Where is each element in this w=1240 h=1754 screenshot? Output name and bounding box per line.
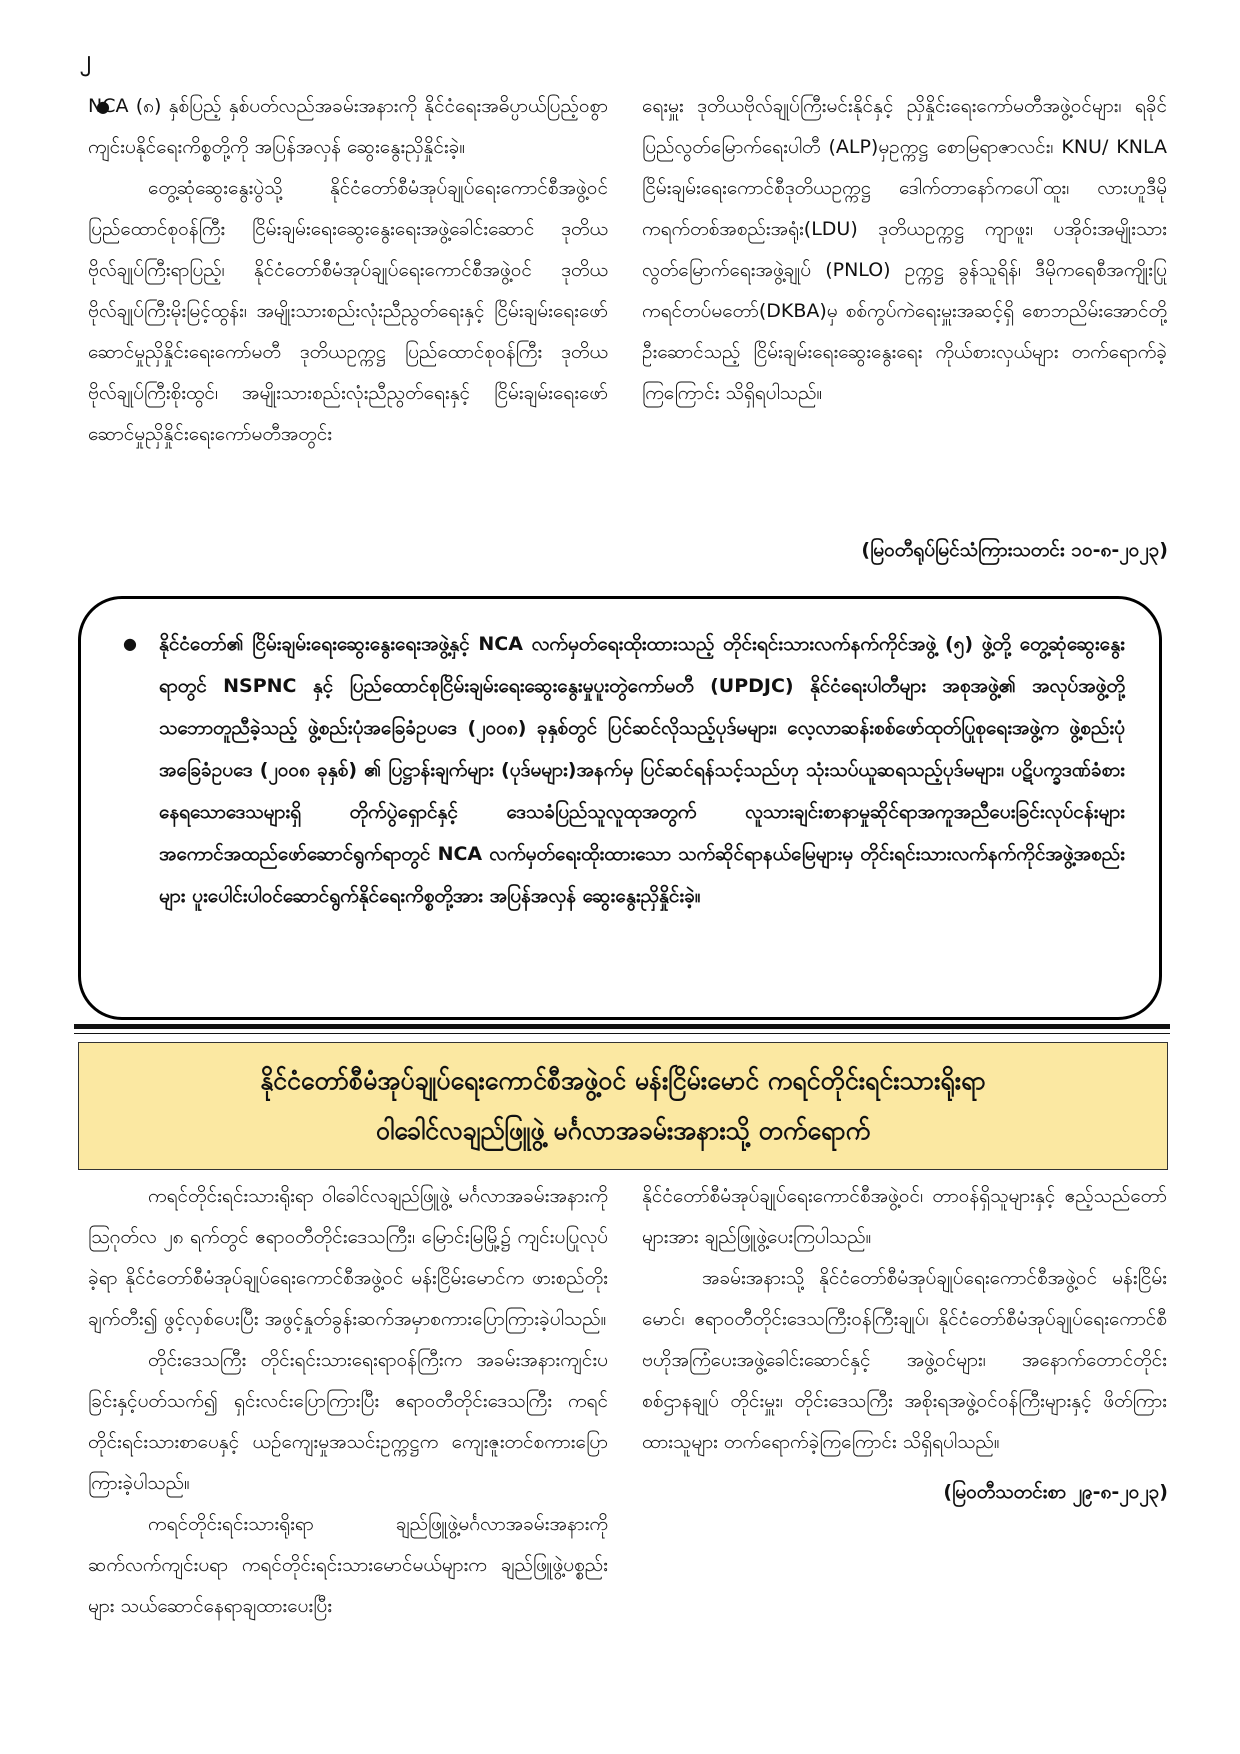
section-divider [74, 1024, 1170, 1029]
top-left-column [88, 86, 608, 586]
highlight-bullet: ● နိုင်ငံတော်၏ ငြိမ်းချမ်းရေးဆွေးနွေးရေးအဖွဲ့နှင့် NCA လက်မှတ်ရေးထိုးထားသည့် တိုင်းရင်းသားလက်နက်ကိုင်အဖွဲ့ (၅) ဖွဲ့တို့ တွေ့ဆုံဆွေးနွေးရာတွင် NSPNC နှင့် ပြည်ထောင်စုငြိမ်းချမ်းရေးဆွေးနွေးမှုပူးတွဲကော်မတီ (UPDJC) နိုင်ငံရေးပါတီများ အစုအဖွဲ့၏ အလုပ်အဖွဲ့တို့ သဘောတူညီခဲ့သည့် ဖွဲ့စည်းပုံအခြေခံဥပဒေ (၂၀၀၈) ခုနှစ်တွင် ပြင်ဆင်လိုသည့်ပုဒ်မများ၊ လေ့လာဆန်းစစ်ဖော်ထုတ်ပြုစုရေးအဖွဲ့က ဖွဲ့စည်းပုံအခြေခံဥပဒေ (၂၀၀၈ ခုနှစ်) ၏ ပြဋ္ဌာန်းချက်များ (ပုဒ်မများ)အနက်မှ ပြင်ဆင်ရန်သင့်သည်ဟု သုံးသပ်ယူဆရသည့်ပုဒ်မများ၊ ပဋိပက္ခဒဏ်ခံစားနေရသောဒေသများရှိ တိုက်ပွဲရှောင်နှင့် ဒေသခံပြည်သူလူထုအတွက် လူသားချင်းစာနာမှုဆိုင်ရာအကူအညီပေးခြင်းလုပ်ငန်းများ အကောင်အထည်ဖော်ဆောင်ရွက်ရာတွင် NCA လက်မှတ်ရေးထိုးထားသော သက်ဆိုင်ရာနယ်မြေများမှ တိုင်းရင်းသားလက်နက်ကိုင်အဖွဲ့အစည်းများ ပူးပေါင်းပါဝင်ဆောင်ရွက်နိုင်ရေးကိစ္စတို့အား အပြန်အလှန် ဆွေးနွေးညှိနှိုင်းခဲ့။ [115, 623, 1125, 917]
bottom-source-citation: (မြဝတီသတင်းစာ ၂၉-၈-၂၀၂၃) [943, 1481, 1168, 1503]
top-left-bullet: ● NCA (၈) နှစ်ပြည့် နှစ်ပတ်လည်အခမ်းအနားကို နိုင်ငံရေးအဓိပ္ပာယ်ပြည့်ဝစွာ ကျင်းပနိုင်ရေးကိစ္စတို့ကို အပြန်အလှန် ဆွေးနွေးညှိနှိုင်းခဲ့။ [88, 86, 608, 168]
bottom-left-column [88, 1176, 608, 1736]
bottom-right-paragraph-2: အခမ်းအနားသို့ နိုင်ငံတော်စီမံအုပ်ချုပ်ရေးကောင်စီအဖွဲ့ဝင် မန်းငြိမ်းမောင်၊ ဧရာဝတီတိုင်းဒေသကြီးဝန်ကြီးချုပ်၊ နိုင်ငံတော်စီမံအုပ်ချုပ်ရေးကောင်စီ ဗဟိုအကြံပေးအဖွဲ့ခေါင်းဆောင်နှင့် အဖွဲ့ဝင်များ၊ အနောက်တောင်တိုင်းစစ်ဌာနချုပ် တိုင်းမှူး၊ တိုင်းဒေသကြီး အစိုးရအဖွဲ့ဝင်ဝန်ကြီးများနှင့် ဖိတ်ကြားထားသူများ တက်ရောက်ခဲ့ကြကြောင်း သိရှိရပါသည်။ [642, 1267, 1167, 1453]
highlight-box [78, 596, 1162, 1020]
headline-line-2: ဝါခေါင်လချည်ဖြူဖွဲ့ မင်္ဂလာအခမ်းအနားသို့ တက်ရောက် [375, 1116, 871, 1145]
top-right-column [642, 86, 1167, 516]
section-divider-thin [74, 1033, 1170, 1034]
headline-box [78, 1042, 1168, 1170]
bottom-right-paragraph-1: နိုင်ငံတော်စီမံအုပ်ချုပ်ရေးကောင်စီအဖွဲ့ဝင်၊ တာဝန်ရှိသူများနှင့် ဧည့်သည်တော်များအား ချည်ဖြူဖွဲ့ပေးကြပါသည်။ [642, 1185, 1167, 1248]
page-number: ၂ [80, 47, 91, 72]
top-right-paragraph: ရေးမှူး ဒုတိယဗိုလ်ချုပ်ကြီးမင်းနိုင်နှင့် ညှိနှိုင်းရေးကော်မတီအဖွဲ့ဝင်များ၊ ရခိုင်ပြည်လွတ်မြောက်ရေးပါတီ (ALP)မှဥက္ကဋ္ဌ စောမြရာဇာလင်း၊ KNU/ KNLA ငြိမ်းချမ်းရေးကောင်စီဒုတိယဥက္ကဋ္ဌ ဒေါက်တာနော်ကပေါ်ထူး၊ လားဟူဒီမိုကရက်တစ်အစည်းအရုံး(LDU) ဒုတိယဥက္ကဋ္ဌ ကျာဖူး၊ ပအိုဝ်းအမျိုးသားလွတ်မြောက်ရေးအဖွဲ့ချုပ် (PNLO) ဥက္ကဋ္ဌ ခွန်သူရိန်၊ ဒီမိုကရေစီအကျိုးပြုကရင်တပ်မတော်(DKBA)မှ စစ်ကွပ်ကဲရေးမှူးအဆင့်ရှိ စောဘညိမ်းအောင်တို့ ဦးဆောင်သည့် ငြိမ်းချမ်းရေးဆွေးနွေးရေး ကိုယ်စားလှယ်များ တက်ရောက်ခဲ့ကြကြောင်း သိရှိရပါသည်။ [642, 95, 1167, 404]
bottom-left-paragraph-3: ကရင်တိုင်းရင်းသားရိုးရာ ချည်ဖြူဖွဲ့မင်္ဂလာအခမ်းအနားကို ဆက်လက်ကျင်းပရာ ကရင်တိုင်းရင်းသားမောင်မယ်များက ချည်ဖြူဖွဲ့ပစ္စည်းများ သယ်ဆောင်နေရာချထားပေးပြီး [88, 1513, 608, 1617]
headline-line-1: နိုင်ငံတော်စီမံအုပ်ချုပ်ရေးကောင်စီအဖွဲ့ဝင် မန်းငြိမ်းမောင် ကရင်တိုင်းရင်းသားရိုးရာ [260, 1066, 986, 1095]
bottom-left-paragraph-2: တိုင်းဒေသကြီး တိုင်းရင်းသားရေးရာဝန်ကြီးက အခမ်းအနားကျင်းပခြင်းနှင့်ပတ်သက်၍ ရှင်းလင်းပြောကြားပြီး ဧရာဝတီတိုင်းဒေသကြီး ကရင်တိုင်းရင်းသားစာပေနှင့် ယဉ်ကျေးမှုအသင်းဥက္ကဋ္ဌက ကျေးဇူးတင်စကားပြောကြားခဲ့ပါသည်။ [88, 1349, 608, 1494]
bottom-right-column [642, 1176, 1167, 1466]
top-source-citation: (မြဝတီရုပ်မြင်သံကြားသတင်း ၁၀-၈-၂၀၂၃) [861, 539, 1168, 561]
bottom-left-paragraph-1: ကရင်တိုင်းရင်းသားရိုးရာ ဝါခေါင်လချည်ဖြူဖွဲ့ မင်္ဂလာအခမ်းအနားကို ဩဂုတ်လ ၂၈ ရက်တွင် ဧရာဝတီတိုင်းဒေသကြီး၊ မြောင်းမြမြို့၌ ကျင်းပပြုလုပ်ခဲ့ရာ နိုင်ငံတော်စီမံအုပ်ချုပ်ရေးကောင်စီအဖွဲ့ဝင် မန်းငြိမ်းမောင်က ဖားစည်တိုးချက်တီး၍ ဖွင့်လှစ်ပေးပြီး အဖွင့်နှုတ်ခွန်းဆက်အမှာစကားပြောကြားခဲ့ပါသည်။ [88, 1185, 608, 1330]
top-left-paragraph: တွေ့ဆုံဆွေးနွေးပွဲသို့ နိုင်ငံတော်စီမံအုပ်ချုပ်ရေးကောင်စီအဖွဲ့ဝင် ပြည်ထောင်စုဝန်ကြီး ငြိမ်းချမ်းရေးဆွေးနွေးရေးအဖွဲ့ခေါင်းဆောင် ဒုတိယဗိုလ်ချုပ်ကြီးရာပြည့်၊ နိုင်ငံတော်စီမံအုပ်ချုပ်ရေးကောင်စီအဖွဲ့ဝင် ဒုတိယဗိုလ်ချုပ်ကြီးမိုးမြင့်ထွန်း၊ အမျိုးသားစည်းလုံးညီညွတ်ရေးနှင့် ငြိမ်းချမ်းရေးဖော်ဆောင်မှုညှိနှိုင်းရေးကော်မတီ ဒုတိယဥက္ကဋ္ဌ ပြည်ထောင်စုဝန်ကြီး ဒုတိယဗိုလ်ချုပ်ကြီးစိုးထွင်၊ အမျိုးသားစည်းလုံးညီညွတ်ရေးနှင့် ငြိမ်းချမ်းရေးဖော်ဆောင်မှုညှိနှိုင်းရေးကော်မတီအတွင်း [88, 177, 608, 445]
